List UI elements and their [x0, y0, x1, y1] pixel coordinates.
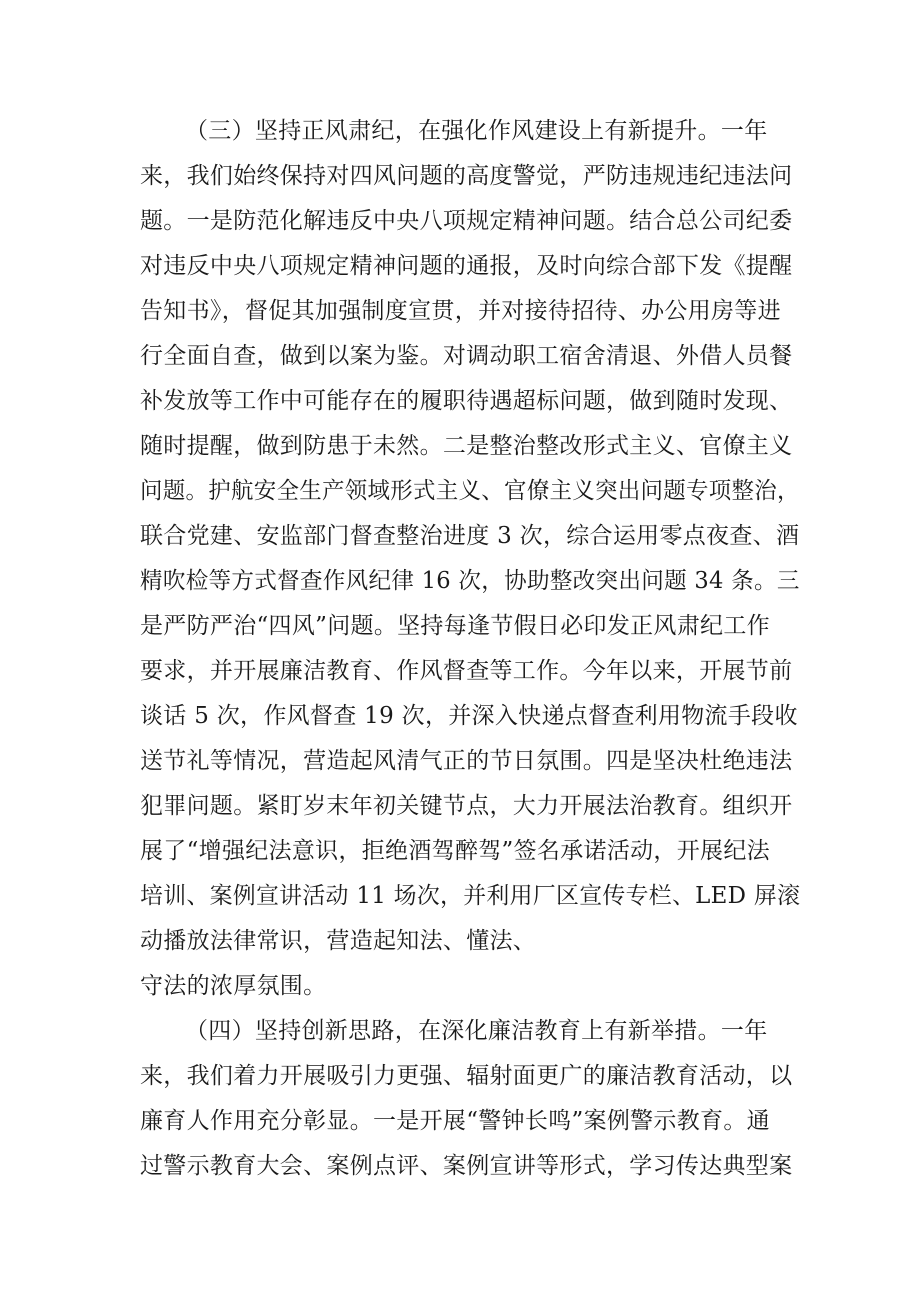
- text-line: 动播放法律常识，营造起知法、懂法、: [140, 928, 537, 954]
- text-line: 要求，并开展廉洁教育、作风督查等工作。今年以来，开展节前: [140, 658, 793, 684]
- text-line: 问题。护航安全生产领域形式主义、官僚主义突出问题专项整治，: [140, 478, 800, 504]
- text-line: 送节礼等情况，营造起风清气正的节日氛围。四是坚决杜绝违法: [140, 748, 793, 774]
- text-line: 随时提醒，做到防患于未然。二是整治整改形式主义、官僚主义: [140, 433, 793, 459]
- text-line: 是严防严治“四风”问题。坚持每逢节假日必印发正风肃纪工作: [140, 613, 770, 639]
- text-line: 来，我们着力开展吸引力更强、辐射面更广的廉洁教育活动，以: [140, 1063, 793, 1089]
- text-line: 来，我们始终保持对四风问题的高度警觉，严防违规违纪违法问: [140, 163, 793, 189]
- text-line: 对违反中央八项规定精神问题的通报，及时向综合部下发《提醒: [140, 253, 793, 279]
- text-line: 守法的浓厚氛围。: [140, 973, 327, 999]
- text-line: 培训、案例宣讲活动 11 场次，并利用厂区宣传专栏、LED 屏滚: [140, 883, 801, 909]
- text-line: 廉育人作用充分彰显。一是开展“警钟长鸣”案例警示教育。通: [140, 1108, 770, 1134]
- text-line: 展了“增强纪法意识，拒绝酒驾醉驾”签名承诺活动，开展纪法: [140, 838, 770, 864]
- text-line: 补发放等工作中可能存在的履职待遇超标问题，做到随时发现、: [140, 388, 793, 414]
- text-line: 犯罪问题。紧盯岁末年初关键节点，大力开展法治教育。组织开: [140, 793, 793, 819]
- text-line: 精吹检等方式督查作风纪律 16 次，协助整改突出问题 34 条。三: [140, 568, 800, 594]
- text-line: 过警示教育大会、案例点评、案例宣讲等形式，学习传达典型案: [140, 1153, 793, 1179]
- text-line: 题。一是防范化解违反中央八项规定精神问题。结合总公司纪委: [140, 208, 793, 234]
- text-line: 联合党建、安监部门督查整治进度 3 次，综合运用零点夜查、酒: [140, 523, 800, 549]
- text-line: 行全面自查，做到以案为鉴。对调动职工宿舍清退、外借人员餐: [140, 343, 793, 369]
- text-line: 告知书》，督促其加强制度宣贯，并对接待招待、办公用房等进: [140, 298, 781, 324]
- text-line: （三）坚持正风肃纪，在强化作风建设上有新提升。一年: [185, 118, 768, 144]
- text-line: （四）坚持创新思路，在深化廉洁教育上有新举措。一年: [185, 1018, 768, 1044]
- text-line: 谈话 5 次，作风督查 19 次，并深入快递点督查利用物流手段收: [140, 703, 798, 729]
